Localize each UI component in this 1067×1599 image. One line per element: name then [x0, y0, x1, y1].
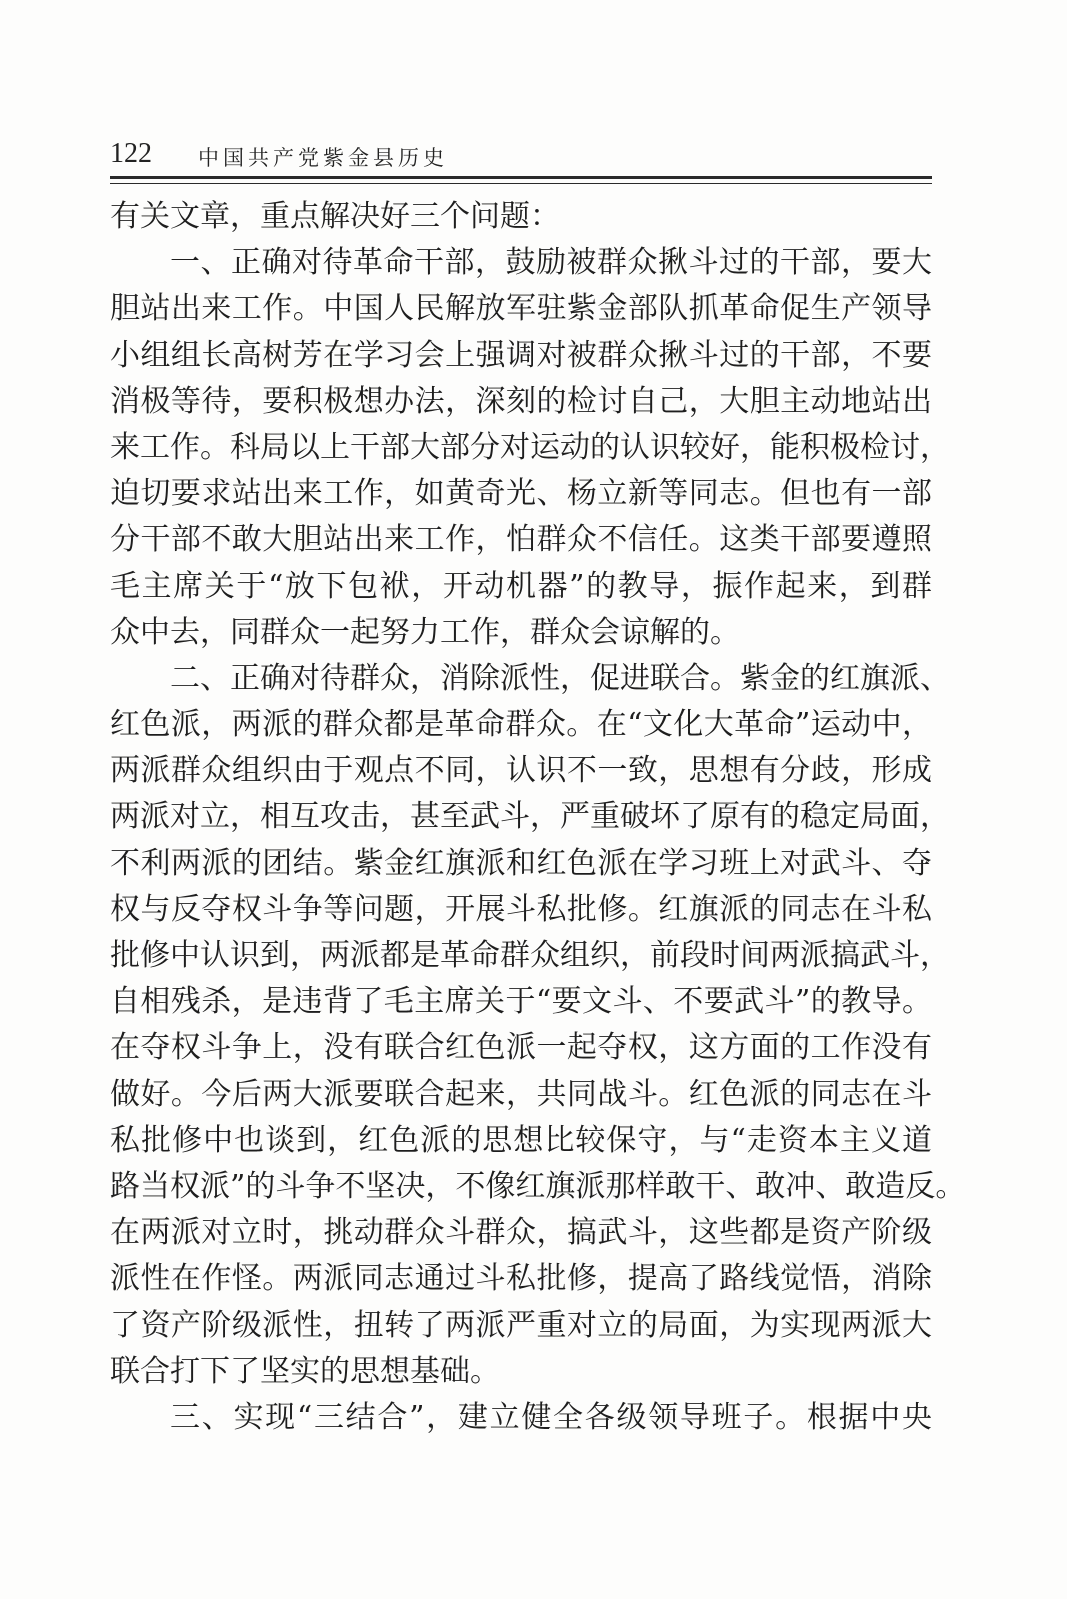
text-line: 消极等待，要积极想办法，深刻的检讨自己，大胆主动地站出: [110, 383, 932, 419]
header-rule-thin: [110, 183, 932, 184]
text-line: 联合打下了坚实的思想基础。: [110, 1353, 500, 1389]
text-line: 二、正确对待群众，消除派性，促进联合。紫金的红旗派、: [170, 660, 950, 696]
text-line: 众中去，同群众一起努力工作，群众会谅解的。: [110, 614, 740, 650]
text-line: 派性在作怪。两派同志通过斗私批修，提高了路线觉悟，消除: [110, 1261, 932, 1297]
text-line: 分干部不敢大胆站出来工作，怕群众不信任。这类干部要遵照: [110, 522, 932, 558]
text-line: 红色派，两派的群众都是革命群众。在“文化大革命”运动中，: [110, 707, 932, 743]
text-line: 有关文章，重点解决好三个问题：: [110, 199, 560, 234]
text-line: 批修中认识到，两派都是革命群众组织，前段时间两派搞武斗，: [110, 938, 950, 973]
text-line: 自相残杀，是违背了毛主席关于“要文斗、不要武斗”的教导。: [110, 984, 932, 1020]
text-line: 权与反夺权斗争等问题，开展斗私批修。红旗派的同志在斗私: [110, 891, 932, 927]
page-number: 122: [110, 138, 152, 169]
text-line: 两派对立，相互攻击，甚至武斗，严重破坏了原有的稳定局面，: [110, 799, 950, 835]
text-line: 小组组长高树芳在学习会上强调对被群众揪斗过的干部，不要: [110, 337, 932, 373]
text-line: 做好。今后两大派要联合起来，共同战斗。红色派的同志在斗: [110, 1076, 932, 1112]
text-line: 路当权派”的斗争不坚决，不像红旗派那样敢干、敢冲、敢造反。: [110, 1168, 966, 1204]
text-line: 三、实现“三结合”，建立健全各级领导班子。根据中央: [170, 1399, 932, 1435]
text-line: 胆站出来工作。中国人民解放军驻紫金部队抓革命促生产领导: [110, 291, 932, 327]
text-line: 两派群众组织由于观点不同，认识不一致，思想有分歧，形成: [110, 753, 932, 789]
text-line: 迫切要求站出来工作，如黄奇光、杨立新等同志。但也有一部: [110, 476, 932, 512]
text-line: 一、正确对待革命干部，鼓励被群众揪斗过的干部，要大: [170, 245, 932, 281]
text-line: 在夺权斗争上，没有联合红色派一起夺权，这方面的工作没有: [110, 1030, 932, 1066]
header-rule-thick: [110, 176, 932, 179]
text-line: 了资产阶级派性，扭转了两派严重对立的局面，为实现两派大: [110, 1307, 932, 1343]
body-text: [110, 194, 966, 1441]
page-header: [110, 130, 932, 180]
text-line: 私批修中也谈到，红色派的思想比较保守，与“走资本主义道: [110, 1122, 932, 1158]
text-line: 在两派对立时，挑动群众斗群众，搞武斗，这些都是资产阶级: [110, 1215, 932, 1251]
text-line: 毛主席关于“放下包袱，开动机器”的教导，振作起来，到群: [110, 568, 932, 604]
running-title: 中国共产党紫金县历史: [198, 146, 448, 170]
text-line: 不利两派的团结。紫金红旗派和红色派在学习班上对武斗、夺: [110, 845, 932, 881]
text-line: 来工作。科局以上干部大部分对运动的认识较好，能积极检讨，: [110, 429, 950, 465]
